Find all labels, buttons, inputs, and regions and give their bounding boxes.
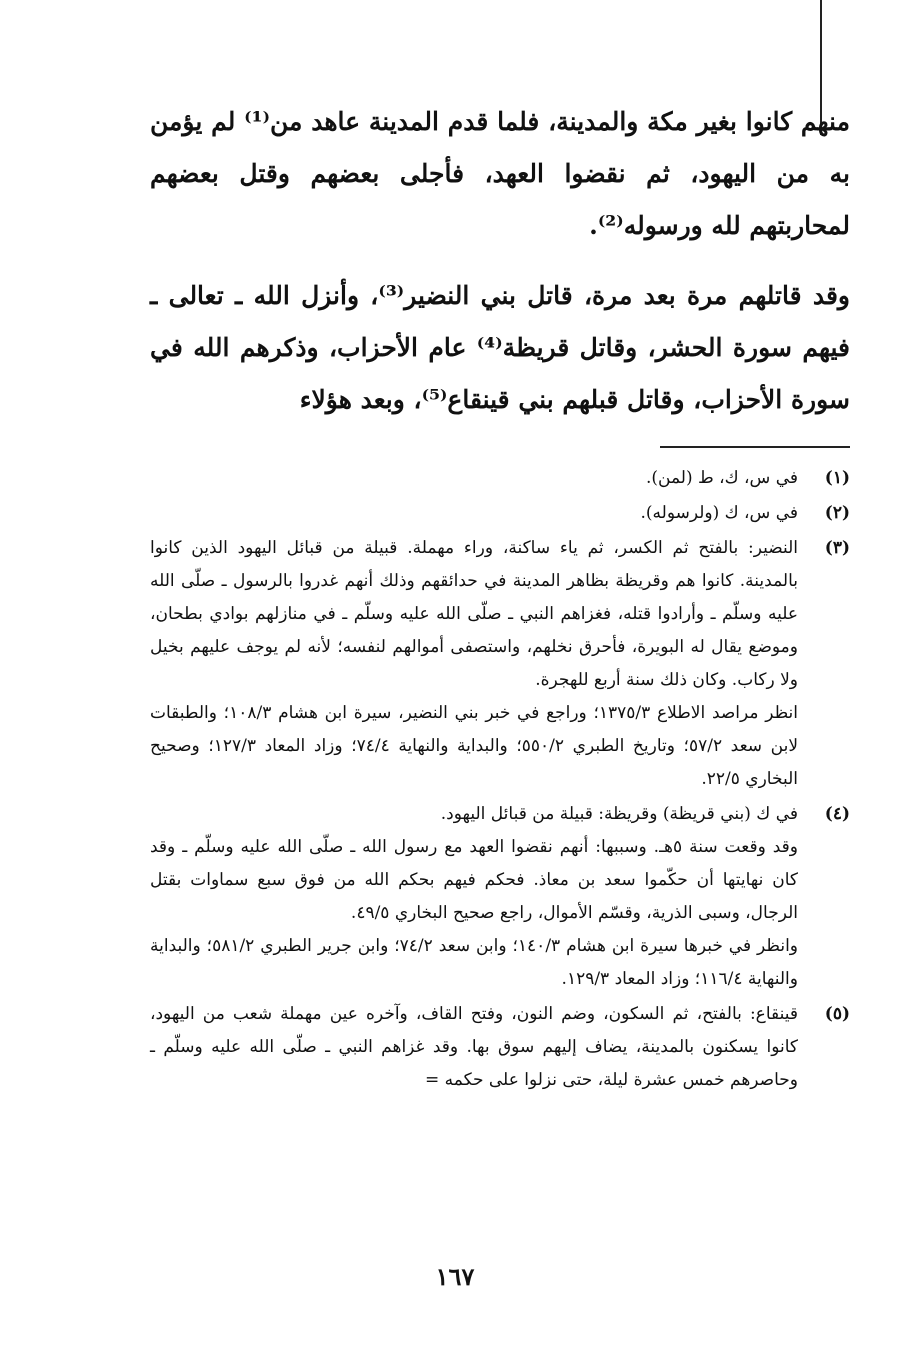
footnote-number: (٢) <box>824 503 850 523</box>
footnote-line: وقد وقعت سنة ٥هـ. وسببها: أنهم نقضوا العهد مع رسول الله ـ صلّى الله عليه وسلّم ـ وقد كان نهايتها أن حكّموا سعد بن معاذ. فحكم فيهم بحكم الله من فوق سبع سماوات بقتل الرجال، وسبى الذرية، وقسّم الأموال، راجع صحيح البخاري ٤٩/٥. <box>150 837 798 923</box>
footnote-number: (١) <box>824 468 850 488</box>
footnote-line: في س، ك، ط (لمن). <box>646 468 798 488</box>
main-paragraph: وقد قاتلهم مرة بعد مرة، قاتل بني النضير⁽³⁾، وأنزل الله ـ تعالى ـ فيهم سورة الحشر، وقاتل قريظة⁽⁴⁾ عام الأحزاب، وذكرهم الله في سورة الأحزاب، وقاتل قبلهم بني قينقاع⁽⁵⁾، وبعد هؤلاء <box>150 281 850 414</box>
main-text <box>150 96 850 426</box>
footnote-line: قينقاع: بالفتح، ثم السكون، وضم النون، وفتح القاف، وآخره عين مهملة شعب من اليهود، كانوا يسكنون بالمدينة، يضاف إليهم سوق بها. وقد غزاهم النبي ـ صلّى الله عليه وسلّم ـ وحاصرهم خمس عشرة ليلة، حتى نزلوا على حكمه = <box>150 1004 798 1090</box>
footnote-text <box>150 497 798 530</box>
footnote <box>150 497 850 530</box>
footnotes <box>150 462 850 1099</box>
footnote-text <box>150 462 798 495</box>
footnote-divider <box>660 446 850 448</box>
footnote-number: (٥) <box>824 1004 850 1024</box>
footnote-number: (٤) <box>824 804 850 824</box>
footnote-line: في س، ك (ولرسوله). <box>640 503 798 523</box>
footnote-line: في ك (بني قريظة) وقريظة: قبيلة من قبائل اليهود. <box>440 804 798 824</box>
footnote-line: انظر مراصد الاطلاع ١٣٧٥/٣؛ وراجع في خبر بني النضير، سيرة ابن هشام ١٠٨/٣؛ والطبقات لابن سعد ٥٧/٢؛ وتاريخ الطبري ٥٥٠/٢؛ والبداية والنهاية ٧٤/٤؛ وزاد المعاد ١٢٧/٣؛ وصحيح البخاري ٢٢/٥. <box>150 703 799 789</box>
footnote-text <box>150 998 798 1097</box>
footnote-line: وانظر في خبرها سيرة ابن هشام ١٤٠/٣؛ وابن سعد ٧٤/٢؛ وابن جرير الطبري ٥٨١/٢؛ والبداية والنهاية ١١٦/٤؛ وزاد المعاد ١٢٩/٣. <box>150 936 799 989</box>
footnote <box>150 532 850 796</box>
main-paragraph: منهم كانوا بغير مكة والمدينة، فلما قدم المدينة عاهد من⁽¹⁾ لم يؤمن به من اليهود، ثم نقضوا العهد، فأجلى بعضهم وقتل بعضهم لمحاربتهم لله ورسوله⁽²⁾. <box>150 107 850 240</box>
footnote-line: النضير: بالفتح ثم الكسر، ثم ياء ساكنة، وراء مهملة. قبيلة من قبائل اليهود الذين كانوا بالمدينة. كانوا هم وقريظة بظاهر المدينة في حدائقهم وذلك أنهم غدروا بالرسول ـ صلّى الله عليه وسلّم ـ وأرادوا قتله، فغزاهم النبي ـ صلّى الله عليه وسلّم ـ في منازلهم بوادي بطحان، وموضع يقال له البويرة، فأحرق نخلهم، واستصفى أموالهم لنفسه؛ لأنه لم يوجف عليهم بخيل ولا ركاب. وكان ذلك سنة أربع للهجرة. <box>150 538 798 690</box>
footnote <box>150 798 850 996</box>
page-number: ١٦٧ <box>435 1262 475 1291</box>
footnote <box>150 462 850 495</box>
footnote <box>150 998 850 1097</box>
footnote-number: (٣) <box>824 538 850 558</box>
footnote-text <box>150 798 798 996</box>
footnote-text <box>150 532 798 796</box>
